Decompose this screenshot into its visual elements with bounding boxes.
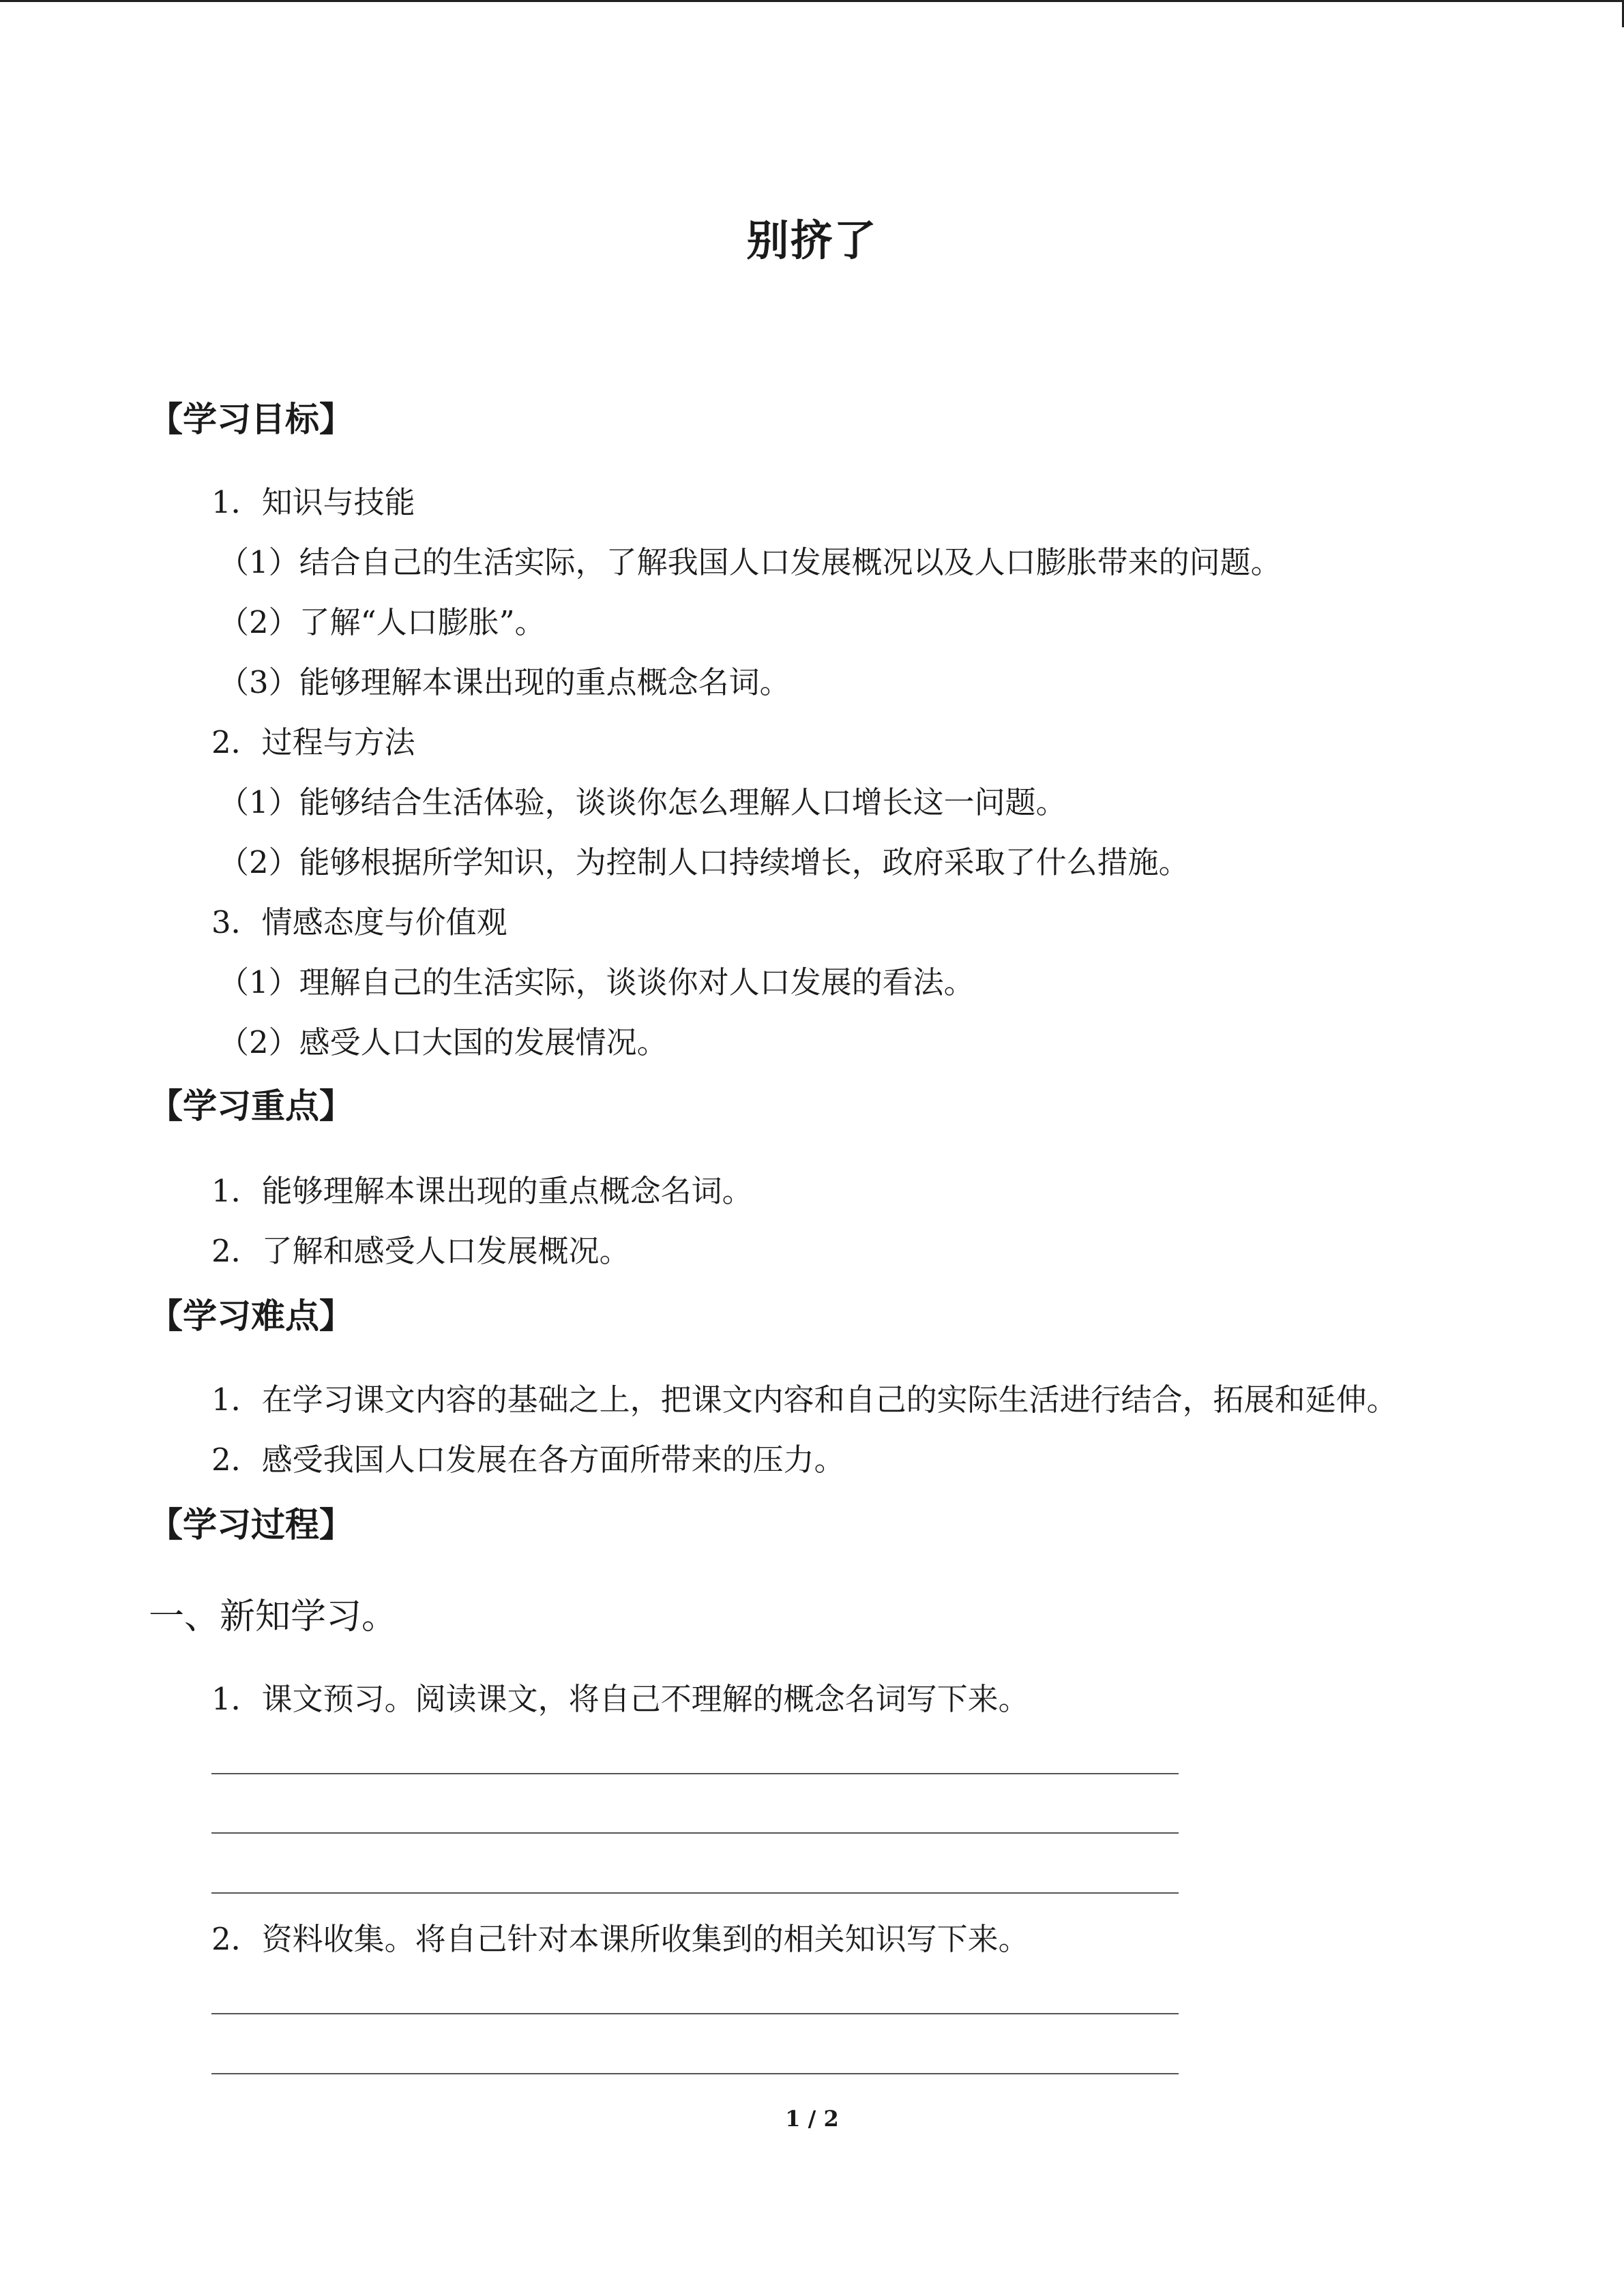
answer-line[interactable] (211, 1892, 1179, 1894)
key-points-heading: 【学习重点】 (149, 1086, 353, 1126)
answer-line[interactable] (211, 2013, 1179, 2014)
objective-item: （1）理解自己的生活实际，谈谈你对人口发展的看法。 (218, 964, 975, 1000)
answer-line[interactable] (211, 1832, 1179, 1834)
objective-item: 2．过程与方法 (211, 724, 415, 760)
objective-item: 3．情感态度与价值观 (211, 904, 507, 940)
objective-item: （1）能够结合生活体验，谈谈你怎么理解人口增长这一问题。 (218, 784, 1067, 820)
page-number: 1 / 2 (785, 2106, 839, 2132)
task-preview: 1．课文预习。阅读课文，将自己不理解的概念名词写下来。 (211, 1681, 1029, 1717)
page-title: 别挤了 (746, 215, 878, 265)
key-point-item: 1．能够理解本课出现的重点概念名词。 (211, 1173, 753, 1209)
task-materials: 2．资料收集。将自己针对本课所收集到的相关知识写下来。 (211, 1921, 1029, 1957)
answer-line[interactable] (211, 2073, 1179, 2074)
difficulties-heading: 【学习难点】 (149, 1296, 353, 1336)
objective-item: （3）能够理解本课出现的重点概念名词。 (218, 664, 791, 700)
process-heading: 【学习过程】 (149, 1505, 353, 1545)
section-new-learning: 一、新知学习。 (149, 1596, 398, 1637)
top-border (0, 0, 1624, 2)
key-point-item: 2．了解和感受人口发展概况。 (211, 1233, 630, 1269)
difficulty-item: 1．在学习课文内容的基础之上，把课文内容和自己的实际生活进行结合，拓展和延伸。 (211, 1382, 1398, 1418)
objectives-heading: 【学习目标】 (149, 400, 353, 439)
objective-item: 1．知识与技能 (211, 484, 415, 520)
objective-item: （2）了解“人口膨胀”。 (218, 604, 546, 640)
answer-line[interactable] (211, 1773, 1179, 1774)
objective-item: （2）能够根据所学知识，为控制人口持续增长，政府采取了什么措施。 (218, 844, 1190, 880)
difficulty-item: 2．感受我国人口发展在各方面所带来的压力。 (211, 1442, 845, 1478)
objective-item: （2）感受人口大国的发展情况。 (218, 1024, 668, 1060)
objective-item: （1）结合自己的生活实际，了解我国人口发展概况以及人口膨胀带来的问题。 (218, 544, 1282, 580)
